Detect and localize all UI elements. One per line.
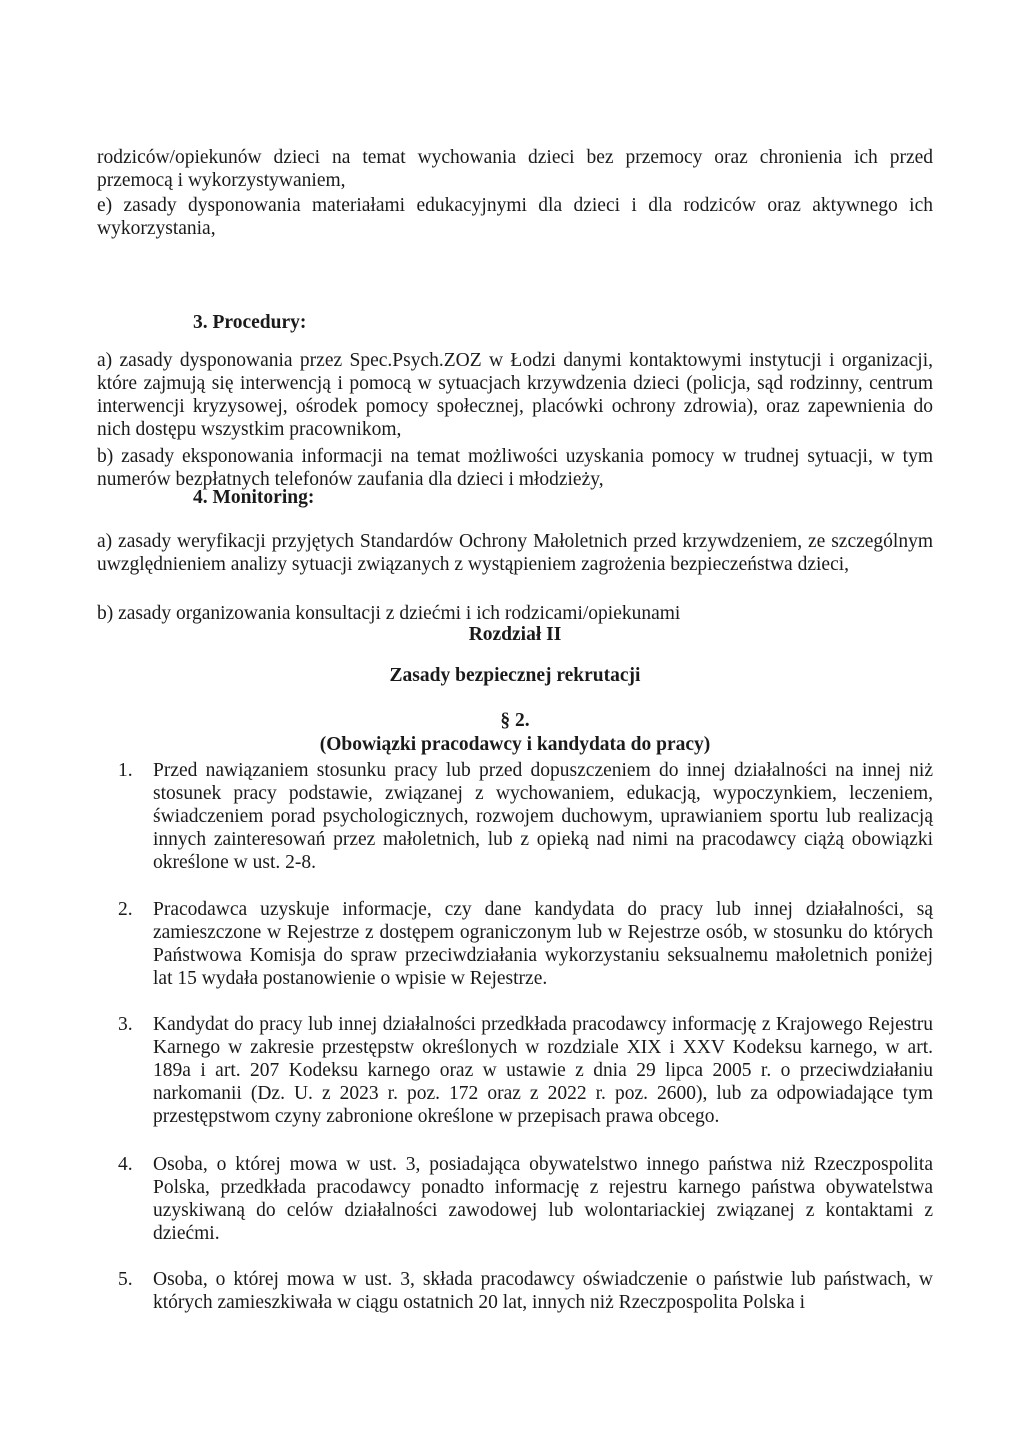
list-item-number: 4. bbox=[118, 1154, 133, 1175]
section-heading-procedury: 3. Procedury: bbox=[193, 312, 307, 333]
list-item-e: e) zasady dysponowania materiałami edukacyjnymi dla dzieci i dla rodziców oraz aktywnego ich wykorzystania, bbox=[97, 195, 933, 239]
list-item-text: Osoba, o której mowa w ust. 3, składa pracodawcy oświadczenie o państwie lub państwach, w których zamieszkiwała w ciągu ostatnich 20 lat, innych niż Rzeczpospolita Polska i bbox=[153, 1269, 933, 1313]
list-item-text: Osoba, o której mowa w ust. 3, posiadająca obywatelstwo innego państwa niż Rzeczpospolita Polska, przedkłada pracodawcy ponadto informację z rejestru karnego państwa obywatelstwa uzyskiwaną do celów działalności zawodowej lub wolontariackiej związanej z kontaktami z dziećmi. bbox=[153, 1154, 933, 1244]
section-heading-monitoring: 4. Monitoring: bbox=[193, 487, 315, 508]
chapter-title: Rozdział II bbox=[468, 624, 562, 645]
chapter-subtitle: Zasady bezpiecznej rekrutacji bbox=[389, 665, 641, 686]
paragraph-sign: § 2. bbox=[500, 710, 530, 731]
list-item-text: Kandydat do pracy lub innej działalności przedkłada pracodawcy informację z Krajowego Rejestru Karnego w zakresie przestępstw określonych w rozdziale XIX i XXV Kodeksu karnego, w art. 189a i art. 207 Kodeksu karnego oraz w ustawie z dnia 29 lipca 2005 r. o przeciwdziałaniu narkomanii (Dz. U. z 2023 r. poz. 172 oraz z 2022 r. poz. 2600), lub za odpowiadające tym przestępstwom czyny zabronione określone w przepisach prawa obcego. bbox=[153, 1014, 933, 1127]
list-item-text: Pracodawca uzyskuje informacje, czy dane kandydata do pracy lub innej działalności, są zamieszczone w Rejestrze z dostępem ograniczonym lub w Rejestrze osób, w stosunku do których Państwowa Komisja do spraw przeciwdziałania wykorzystaniu seksualnemu małoletnich poniżej lat 15 wydała postanowienie o wpisie w Rejestrze. bbox=[153, 899, 933, 989]
list-item-1 bbox=[118, 759, 933, 874]
list-item-number: 1. bbox=[118, 760, 133, 781]
list-item-4 bbox=[118, 1153, 933, 1245]
procedury-item-a: a) zasady dysponowania przez Spec.Psych.ZOZ w Łodzi danymi kontaktowymi instytucji i organizacji, które zajmują się interwencją i pomocą w sytuacjach krzywdzenia dzieci (policja, sąd rodzinny, centrum interwencji kryzysowej, ośrodek pomocy społecznej, placówki ochrony zdrowia), oraz zapewnienia do nich dostępu wszystkim pracownikom, bbox=[97, 350, 933, 440]
list-item-number: 3. bbox=[118, 1014, 133, 1035]
monitoring-item-b: b) zasady organizowania konsultacji z dziećmi i ich rodzicami/opiekunami bbox=[97, 603, 681, 624]
list-item-number: 2. bbox=[118, 899, 133, 920]
paragraph-title: (Obowiązki pracodawcy i kandydata do pracy) bbox=[319, 734, 711, 755]
list-item-2 bbox=[118, 898, 933, 990]
list-item-3 bbox=[118, 1013, 933, 1128]
monitoring-item-a: a) zasady weryfikacji przyjętych Standardów Ochrony Małoletnich przed krzywdzeniem, ze szczególnym uwzględnieniem analizy sytuacji związanych z wystąpieniem zagrożenia bezpieczeństwa dzieci, bbox=[97, 531, 933, 575]
list-item-text: Przed nawiązaniem stosunku pracy lub przed dopuszczeniem do innej działalności na innej niż stosunek pracy podstawie, związanej z wychowaniem, edukacją, wypoczynkiem, leczeniem, świadczeniem porad psychologicznych, rozwojem duchowym, uprawianiem sportu lub realizacją innych zainteresowań przez małoletnich, lub z opieką nad nimi na pracodawcy ciążą obowiązki określone w ust. 2-8. bbox=[153, 760, 933, 873]
list-item-5 bbox=[118, 1268, 933, 1314]
intro-paragraph: rodziców/opiekunów dzieci na temat wychowania dzieci bez przemocy oraz chronienia ich przed przemocą i wykorzystywaniem, bbox=[97, 147, 933, 191]
list-item-number: 5. bbox=[118, 1269, 133, 1290]
procedury-item-b: b) zasady eksponowania informacji na temat możliwości uzyskania pomocy w trudnej sytuacji, w tym numerów bezpłatnych telefonów zaufania dla dzieci i młodzieży, bbox=[97, 446, 933, 490]
